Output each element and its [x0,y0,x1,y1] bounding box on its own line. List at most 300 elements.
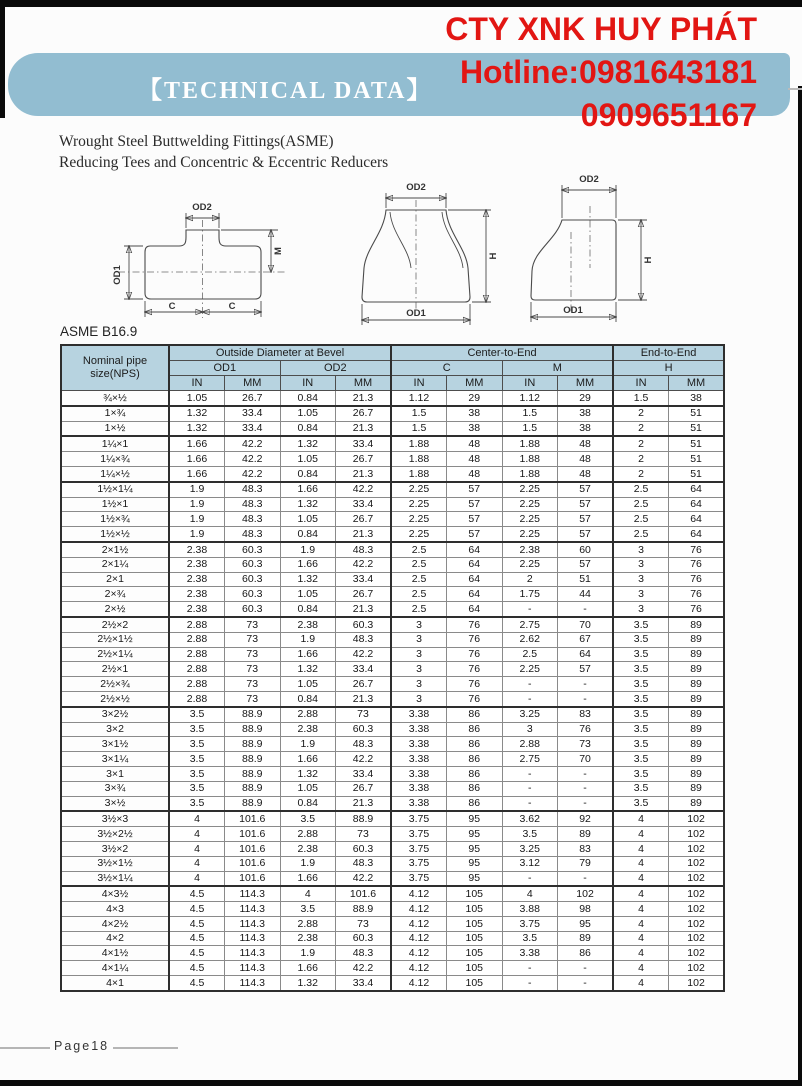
value-cell: 48 [447,466,503,481]
value-cell: 102 [669,976,725,991]
value-cell: 3.5 [169,707,225,722]
value-cell: 3 [391,677,447,692]
value-cell: 1.9 [280,632,336,647]
table-row [61,662,724,677]
value-cell: - [502,871,558,886]
value-cell: 1.66 [280,752,336,767]
value-cell: 89 [669,617,725,632]
value-cell: 1.32 [169,421,225,436]
value-cell: 4.12 [391,916,447,931]
value-cell: 86 [447,737,503,752]
table-row [61,796,724,811]
value-cell: 38 [447,421,503,436]
value-cell: 101.6 [225,827,281,842]
value-cell: 73 [336,827,392,842]
value-cell: 38 [558,406,614,421]
value-cell: 4 [169,871,225,886]
value-cell: 1.32 [280,766,336,781]
table-row [61,886,724,901]
table-row [61,811,724,826]
nps-cell: 3×2½ [61,707,169,722]
value-cell: 114.3 [225,946,281,961]
value-cell: 21.3 [336,421,392,436]
value-cell: 3.38 [391,766,447,781]
value-cell: 3.5 [169,781,225,796]
subtitle-line2: Reducing Tees and Concentric & Eccentric Reducers [59,154,389,172]
value-cell: 76 [447,617,503,632]
value-cell: 3 [613,572,669,587]
value-cell: 1.05 [280,677,336,692]
table-row [61,527,724,542]
value-cell: 3.38 [391,737,447,752]
value-cell: 48.3 [336,946,392,961]
nps-cell: 3×1½ [61,737,169,752]
value-cell: 102 [669,886,725,901]
value-cell: 48.3 [336,737,392,752]
value-cell: 88.9 [225,766,281,781]
value-cell: 2.38 [169,557,225,572]
value-cell: 2.88 [169,617,225,632]
sub-header-od1: OD1 [169,361,280,376]
value-cell: 4.5 [169,931,225,946]
nps-cell: 4×3 [61,902,169,917]
nps-cell: 4×2½ [61,916,169,931]
value-cell: 1.66 [169,466,225,481]
value-cell: 3.38 [391,796,447,811]
value-cell: 48 [558,452,614,467]
value-cell: 89 [669,677,725,692]
nps-cell: 2½×1¼ [61,647,169,662]
value-cell: 73 [225,617,281,632]
value-cell: 42.2 [336,647,392,662]
value-cell: 33.4 [336,976,392,991]
value-cell: 73 [336,707,392,722]
value-cell: 4 [613,931,669,946]
value-cell: 3 [391,632,447,647]
value-cell: 4 [169,811,225,826]
value-cell: 86 [447,707,503,722]
value-cell: 60.3 [225,572,281,587]
value-cell: 89 [669,737,725,752]
value-cell: 1.32 [280,572,336,587]
value-cell: 33.4 [336,766,392,781]
value-cell: 2 [613,466,669,481]
table-row [61,512,724,527]
value-cell: 3.5 [613,662,669,677]
value-cell: 102 [669,931,725,946]
value-cell: 3.5 [613,691,669,706]
value-cell: 57 [558,557,614,572]
value-cell: 4 [613,886,669,901]
value-cell: 114.3 [225,961,281,976]
value-cell: 38 [669,391,725,406]
value-cell: 2.38 [169,572,225,587]
value-cell: 2.38 [169,542,225,557]
value-cell: 101.6 [225,811,281,826]
value-cell: - [558,766,614,781]
value-cell: 29 [558,391,614,406]
value-cell: 21.3 [336,796,392,811]
value-cell: 88.9 [225,737,281,752]
value-cell: 4 [502,886,558,901]
value-cell: 1.12 [502,391,558,406]
unit-header: IN [391,376,447,391]
value-cell: 76 [447,632,503,647]
value-cell: 3.38 [391,707,447,722]
nps-cell: 1½×1 [61,497,169,512]
value-cell: 57 [447,482,503,497]
value-cell: 2.38 [169,602,225,617]
value-cell: 3.75 [391,811,447,826]
value-cell: 2.38 [280,841,336,856]
value-cell: 4 [613,871,669,886]
value-cell: 57 [558,482,614,497]
value-cell: 4.12 [391,902,447,917]
value-cell: 1.32 [280,497,336,512]
unit-header: MM [225,376,281,391]
value-cell: 76 [669,557,725,572]
phone-number-2: 0909651167 [580,97,757,133]
unit-header: MM [336,376,392,391]
value-cell: 102 [669,961,725,976]
standard-label: ASME B16.9 [60,324,138,339]
value-cell: 3 [391,662,447,677]
value-cell: 1.5 [391,421,447,436]
value-cell: 4 [613,827,669,842]
value-cell: 0.84 [280,421,336,436]
value-cell: 79 [558,856,614,871]
value-cell: 2.25 [502,512,558,527]
value-cell: 42.2 [336,482,392,497]
value-cell: 1.12 [391,391,447,406]
nps-cell: 3½×1½ [61,856,169,871]
value-cell: 92 [558,811,614,826]
value-cell: - [502,976,558,991]
nps-cell: 2½×¾ [61,677,169,692]
value-cell: 1.66 [169,452,225,467]
value-cell: 48.3 [336,542,392,557]
value-cell: 1.66 [280,961,336,976]
value-cell: 102 [669,946,725,961]
value-cell: 95 [447,856,503,871]
value-cell: 0.84 [280,796,336,811]
value-cell: 1.66 [280,647,336,662]
value-cell: 51 [669,421,725,436]
scan-edge-left [0,0,5,118]
nps-cell: 1½×1¼ [61,482,169,497]
value-cell: 1.5 [613,391,669,406]
table-row [61,976,724,991]
value-cell: 73 [225,647,281,662]
nps-cell: 4×1¼ [61,961,169,976]
value-cell: 51 [669,452,725,467]
value-cell: 101.6 [225,871,281,886]
value-cell: 73 [225,662,281,677]
value-cell: - [502,961,558,976]
table-row [61,617,724,632]
value-cell: 48.3 [336,856,392,871]
value-cell: 88.9 [336,811,392,826]
value-cell: 51 [669,436,725,451]
value-cell: 42.2 [225,452,281,467]
value-cell: 4.5 [169,946,225,961]
value-cell: 57 [447,527,503,542]
page-number: Page18 [50,1039,113,1053]
value-cell: 4.12 [391,961,447,976]
value-cell: 4.5 [169,886,225,901]
value-cell: 60.3 [336,931,392,946]
reducing-tee-diagram [100,192,292,332]
table-row [61,677,724,692]
value-cell: 3.5 [613,617,669,632]
nps-cell: 2×1 [61,572,169,587]
value-cell: 102 [669,902,725,917]
value-cell: 88.9 [225,722,281,737]
value-cell: 42.2 [336,752,392,767]
value-cell: 114.3 [225,916,281,931]
eccentric-od1-label: OD1 [563,305,583,316]
value-cell: 73 [225,691,281,706]
value-cell: 98 [558,902,614,917]
value-cell: - [558,677,614,692]
value-cell: 64 [669,482,725,497]
unit-header: MM [447,376,503,391]
table-row [61,452,724,467]
nps-cell: 2×1¼ [61,557,169,572]
value-cell: 60 [558,542,614,557]
table-header [61,345,724,391]
nps-cell: 1½×½ [61,527,169,542]
value-cell: 3.5 [613,752,669,767]
concentric-reducer-diagram [328,178,503,333]
value-cell: 76 [669,572,725,587]
value-cell: 33.4 [336,572,392,587]
value-cell: 48.3 [225,482,281,497]
value-cell: 95 [447,841,503,856]
value-cell: 4.5 [169,902,225,917]
nps-cell: 3½×2½ [61,827,169,842]
value-cell: 42.2 [336,557,392,572]
value-cell: 1.05 [169,391,225,406]
value-cell: 105 [447,902,503,917]
value-cell: 2 [613,436,669,451]
value-cell: - [502,691,558,706]
value-cell: 26.7 [336,587,392,602]
value-cell: 57 [447,497,503,512]
value-cell: 4 [613,961,669,976]
value-cell: 1.88 [502,466,558,481]
nps-cell: 2½×2 [61,617,169,632]
value-cell: 86 [447,766,503,781]
hotline-number: Hotline:0981643181 [459,54,757,90]
value-cell: 4 [169,856,225,871]
eccentric-od2-label: OD2 [579,174,599,185]
value-cell: 1.88 [391,436,447,451]
value-cell: 3.25 [502,707,558,722]
value-cell: 3.5 [613,647,669,662]
value-cell: 105 [447,886,503,901]
value-cell: 2.25 [391,482,447,497]
value-cell: 2.25 [502,497,558,512]
value-cell: 3.88 [502,902,558,917]
value-cell: 33.4 [225,421,281,436]
value-cell: 2.88 [280,916,336,931]
value-cell: 1.9 [169,527,225,542]
value-cell: 102 [669,856,725,871]
banner-tail-line [788,88,802,90]
value-cell: 89 [669,796,725,811]
value-cell: 38 [447,406,503,421]
value-cell: 1.88 [391,466,447,481]
value-cell: 76 [447,677,503,692]
value-cell: 3 [502,722,558,737]
value-cell: 1.9 [280,946,336,961]
table-row [61,542,724,557]
value-cell: 48.3 [225,512,281,527]
value-cell: 105 [447,976,503,991]
value-cell: 3 [613,542,669,557]
value-cell: 48 [558,436,614,451]
value-cell: 57 [558,527,614,542]
value-cell: 4.5 [169,976,225,991]
value-cell: 3.75 [391,856,447,871]
group-header-od: Outside Diameter at Bevel [169,345,391,361]
value-cell: 64 [447,587,503,602]
value-cell: 48.3 [225,497,281,512]
value-cell: 1.5 [502,406,558,421]
value-cell: 1.66 [280,482,336,497]
value-cell: 88.9 [225,707,281,722]
table-row [61,752,724,767]
value-cell: 2.25 [502,557,558,572]
value-cell: 2.38 [280,931,336,946]
value-cell: 2.5 [391,572,447,587]
nps-cell: 1¼×½ [61,466,169,481]
value-cell: 2.25 [502,527,558,542]
value-cell: 1.5 [391,406,447,421]
value-cell: 26.7 [336,512,392,527]
value-cell: 86 [447,781,503,796]
table-row [61,827,724,842]
value-cell: 102 [669,871,725,886]
value-cell: 1.05 [280,781,336,796]
value-cell: 4 [613,811,669,826]
value-cell: 4 [613,902,669,917]
value-cell: 3.5 [169,722,225,737]
value-cell: 2 [613,406,669,421]
value-cell: 4 [613,856,669,871]
unit-header: IN [169,376,225,391]
value-cell: 1.9 [280,737,336,752]
table-row [61,436,724,451]
value-cell: 2.38 [280,722,336,737]
value-cell: 76 [447,662,503,677]
value-cell: 51 [669,466,725,481]
value-cell: 57 [558,497,614,512]
nps-cell: 3½×2 [61,841,169,856]
value-cell: 2.5 [391,602,447,617]
fittings-table [60,344,725,992]
value-cell: 3.38 [391,752,447,767]
value-cell: 2.5 [391,557,447,572]
scan-edge-top [0,0,802,7]
unit-header: MM [558,376,614,391]
table-row [61,856,724,871]
value-cell: 3.5 [169,796,225,811]
value-cell: 2.25 [391,497,447,512]
value-cell: 2.75 [502,752,558,767]
value-cell: 4 [613,946,669,961]
value-cell: 102 [669,811,725,826]
value-cell: 38 [558,421,614,436]
tee-c-left-label: C [168,301,176,312]
nps-column-header: Nominal pipe size(NPS) [61,345,169,391]
sub-header-h: H [613,361,724,376]
nps-cell: 2½×1½ [61,632,169,647]
value-cell: 64 [447,602,503,617]
value-cell: 4 [169,841,225,856]
nps-cell: 3×2 [61,722,169,737]
value-cell: 2 [613,452,669,467]
value-cell: 64 [447,542,503,557]
table-row [61,931,724,946]
value-cell: 114.3 [225,902,281,917]
value-cell: 3 [613,587,669,602]
nps-cell: 2×1½ [61,542,169,557]
value-cell: 0.84 [280,466,336,481]
value-cell: 4.5 [169,961,225,976]
nps-cell: 3½×3 [61,811,169,826]
value-cell: 26.7 [336,781,392,796]
value-cell: 2 [613,421,669,436]
value-cell: 4 [613,916,669,931]
value-cell: 64 [447,557,503,572]
value-cell: 1.32 [280,436,336,451]
value-cell: 3 [613,602,669,617]
table-row [61,587,724,602]
value-cell: 1.75 [502,587,558,602]
value-cell: 2.5 [613,497,669,512]
value-cell: 3.5 [613,632,669,647]
value-cell: 114.3 [225,931,281,946]
value-cell: 83 [558,841,614,856]
value-cell: 57 [558,662,614,677]
value-cell: 3 [391,691,447,706]
value-cell: 3.38 [391,781,447,796]
concentric-od1-label: OD1 [406,308,426,319]
value-cell: 76 [669,587,725,602]
value-cell: 4.12 [391,931,447,946]
tee-m-label: M [273,247,284,255]
table-body [61,391,724,991]
document-subtitle [59,131,388,174]
value-cell: 114.3 [225,886,281,901]
value-cell: 21.3 [336,466,392,481]
value-cell: 3.75 [502,916,558,931]
value-cell: 3.5 [613,766,669,781]
nps-cell: 1×½ [61,421,169,436]
value-cell: 95 [447,811,503,826]
value-cell: 21.3 [336,527,392,542]
value-cell: 3.38 [502,946,558,961]
value-cell: 3.5 [613,722,669,737]
value-cell: 33.4 [336,662,392,677]
table-row [61,602,724,617]
value-cell: 48 [447,452,503,467]
value-cell: 2.88 [169,662,225,677]
value-cell: 1.9 [280,856,336,871]
value-cell: 89 [558,827,614,842]
